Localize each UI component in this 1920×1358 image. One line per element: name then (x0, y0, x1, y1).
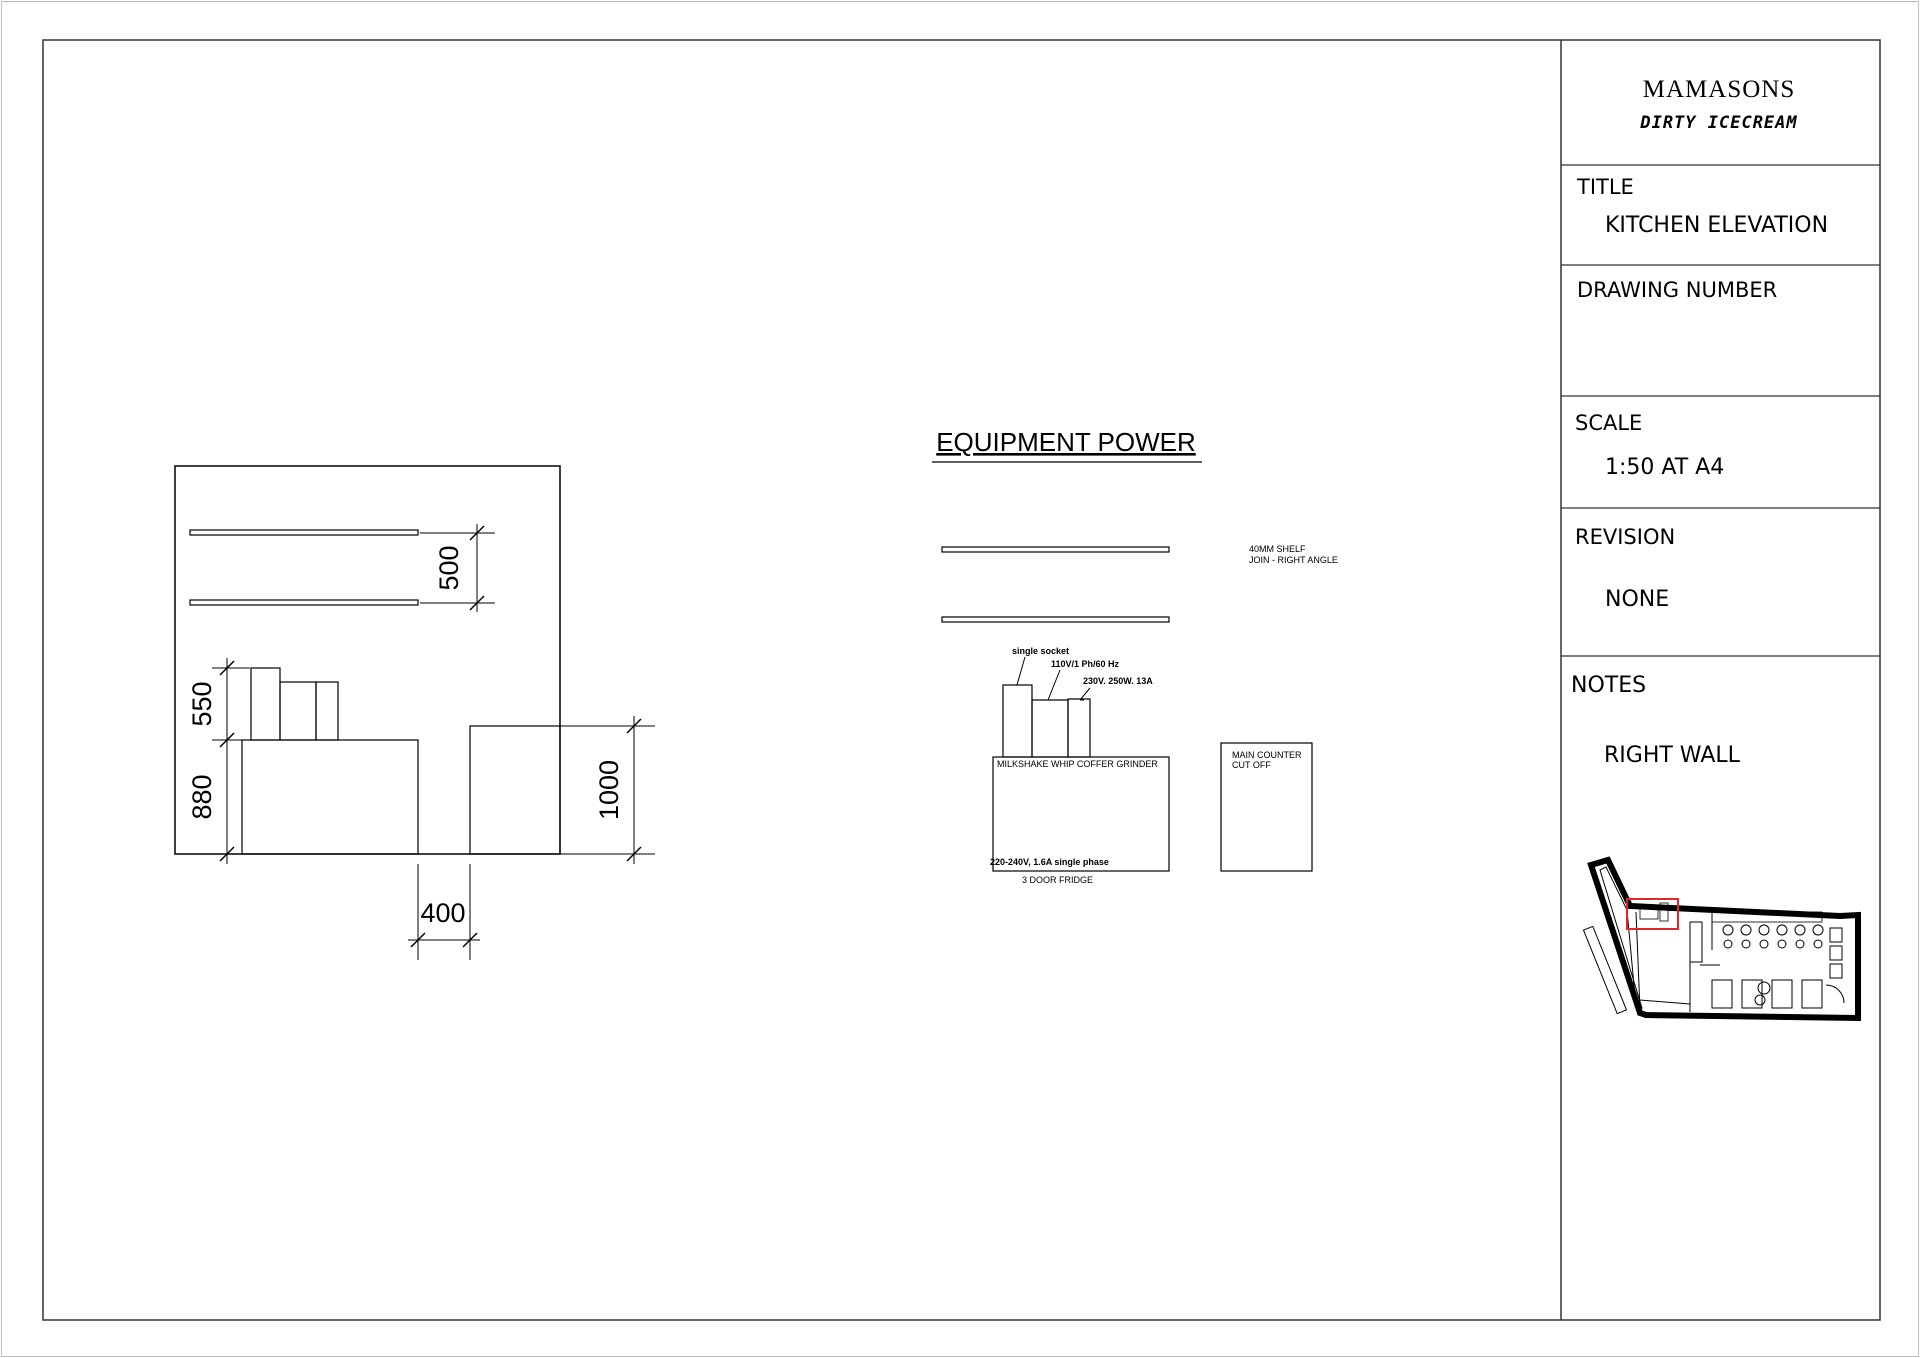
equipment-power-diagram (932, 427, 1338, 885)
upper-shelf (190, 530, 418, 535)
shelf-note-line2: JOIN - RIGHT ANGLE (1249, 555, 1338, 565)
power-lower-shelf (942, 617, 1169, 622)
revision-value: NONE (1605, 587, 1670, 612)
fridge-power-note: 220-240V, 1.6A single phase (990, 857, 1109, 867)
logo-tagline: DIRTY ICECREAM (1640, 113, 1798, 133)
key-plan-thumbnail (1584, 860, 1858, 1018)
main-counter (470, 726, 560, 854)
title-value: KITCHEN ELEVATION (1605, 213, 1829, 238)
coffee-grinder (316, 682, 338, 740)
lower-shelf (190, 600, 418, 605)
dimension-550-label: 550 (187, 681, 217, 727)
drawing-number-label: DRAWING NUMBER (1577, 278, 1778, 302)
wall-outline (175, 466, 560, 854)
fridge-label: 3 DOOR FRIDGE (1022, 875, 1094, 885)
socket-note: single socket (1012, 646, 1070, 656)
scale-label: SCALE (1575, 411, 1643, 435)
appliance-labels: MILKSHAKE WHIP COFFER GRINDER (997, 759, 1158, 769)
scale-value: 1:50 AT A4 (1605, 455, 1725, 480)
voltage-note-1: 110V/1 Ph/60 Hz (1051, 659, 1120, 669)
milkshake-unit (1003, 685, 1032, 757)
title-block (1561, 40, 1880, 1320)
shelf-note-line1: 40MM SHELF (1249, 544, 1306, 554)
notes-label: NOTES (1571, 673, 1647, 698)
kitchen-elevation (175, 466, 655, 960)
dimension-400-label: 400 (420, 898, 466, 928)
fridge-counter (242, 740, 418, 854)
notes-value: RIGHT WALL (1604, 743, 1740, 768)
dimension-880-label: 880 (187, 774, 217, 820)
dimension-1000-label: 1000 (594, 759, 624, 821)
dimension-500-label: 500 (434, 545, 464, 591)
equipment-power-heading: EQUIPMENT POWER (936, 427, 1196, 457)
whip-unit (1032, 700, 1068, 757)
voltage-note-2: 230V. 250W. 13A (1083, 676, 1153, 686)
counter-note-line1: MAIN COUNTER (1232, 750, 1302, 760)
title-label: TITLE (1577, 175, 1634, 199)
dimension-550-880 (212, 658, 250, 864)
revision-label: REVISION (1575, 525, 1676, 549)
milkshake-machine (251, 668, 280, 740)
grinder-unit (1068, 699, 1090, 757)
power-upper-shelf (942, 547, 1169, 552)
fridge-unit (993, 757, 1169, 871)
logo-brand: MAMASONS (1642, 76, 1796, 103)
whip-machine (280, 682, 316, 740)
counter-note-line2: CUT OFF (1232, 760, 1271, 770)
